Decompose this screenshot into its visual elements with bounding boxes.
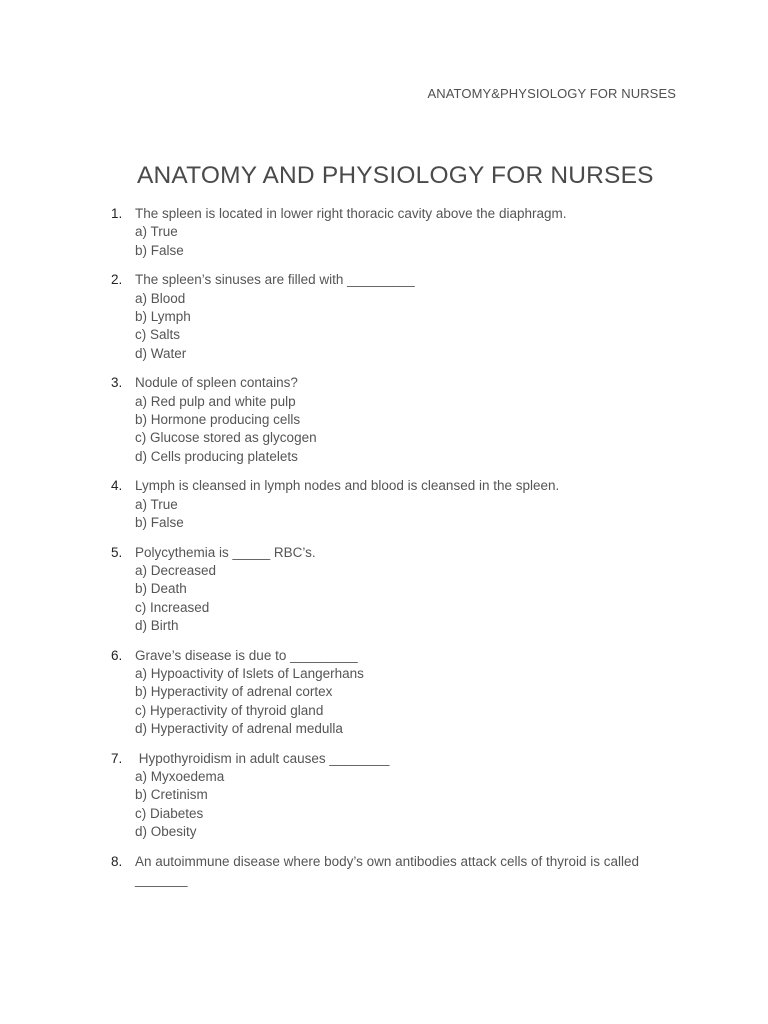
answer-option: c) Salts: [135, 327, 181, 343]
question-text: An autoimmune disease where body’s own antibodies attack cells of thyroid is called _______: [135, 853, 640, 887]
answer-option: d) Obesity: [135, 823, 197, 839]
question-text: Grave’s disease is due to _________: [135, 647, 358, 663]
answer-option: d) Cells producing platelets: [135, 448, 298, 464]
question-item: [0, 544, 768, 635]
answer-option: b) Lymph: [135, 308, 191, 324]
question-text: Nodule of spleen contains?: [135, 375, 298, 391]
answer-option: b) Cretinism: [135, 787, 208, 803]
option-list: [135, 223, 768, 260]
question-item: [0, 271, 768, 362]
option-list: [135, 768, 768, 841]
answer-option: d) Water: [135, 345, 187, 361]
question-number: 5.: [111, 544, 123, 560]
question-text: The spleen is located in lower right thoracic cavity above the diaphragm.: [135, 206, 567, 221]
option-list: [135, 665, 768, 738]
answer-option: b) False: [135, 242, 184, 258]
question-text: Lymph is cleansed in lymph nodes and blood is cleansed in the spleen.: [135, 478, 560, 494]
answer-option: c) Increased: [135, 599, 210, 615]
option-list: [135, 290, 768, 363]
answer-option: d) Hyperactivity of adrenal medulla: [135, 720, 343, 736]
question-number: 7.: [111, 750, 123, 766]
question-item: [0, 374, 768, 465]
answer-option: b) Hyperactivity of adrenal cortex: [135, 684, 333, 700]
question-number: 2.: [111, 272, 123, 288]
question-number: 8.: [111, 853, 123, 869]
question-number: 6.: [111, 647, 123, 663]
question-number: 4.: [111, 478, 123, 494]
question-text: Hypothyroidism in adult causes ________: [135, 750, 390, 766]
answer-option: a) Decreased: [135, 563, 217, 579]
answer-option: a) Hypoactivity of Islets of Langerhans: [135, 666, 364, 682]
running-header: ANATOMY&PHYSIOLOGY FOR NURSES: [427, 86, 676, 101]
answer-option: a) True: [135, 496, 178, 512]
answer-option: b) False: [135, 514, 184, 530]
answer-option: a) Red pulp and white pulp: [135, 393, 296, 409]
answer-option: a) Blood: [135, 290, 186, 306]
question-number: 1.: [111, 206, 123, 221]
question-item: [0, 477, 768, 532]
answer-option: c) Glucose stored as glycogen: [135, 430, 317, 446]
answer-option: b) Hormone producing cells: [135, 411, 301, 427]
answer-option: c) Diabetes: [135, 805, 204, 821]
question-item: [0, 853, 768, 890]
option-list: [135, 496, 768, 533]
question-text: Polycythemia is _____ RBC’s.: [135, 544, 316, 560]
option-list: [135, 393, 768, 466]
question-item: [0, 205, 768, 260]
question-item: [0, 647, 768, 738]
question-number: 3.: [111, 375, 123, 391]
answer-option: b) Death: [135, 581, 187, 597]
question-item: [0, 750, 768, 841]
document-title: ANATOMY AND PHYSIOLOGY FOR NURSES: [137, 162, 654, 189]
option-list: [135, 562, 768, 635]
answer-option: a) Myxoedema: [135, 769, 225, 785]
answer-option: a) True: [135, 224, 178, 240]
answer-option: c) Hyperactivity of thyroid gland: [135, 702, 324, 718]
question-text: The spleen’s sinuses are filled with _________: [135, 272, 415, 288]
answer-option: d) Birth: [135, 617, 179, 633]
question-list: [0, 205, 768, 901]
